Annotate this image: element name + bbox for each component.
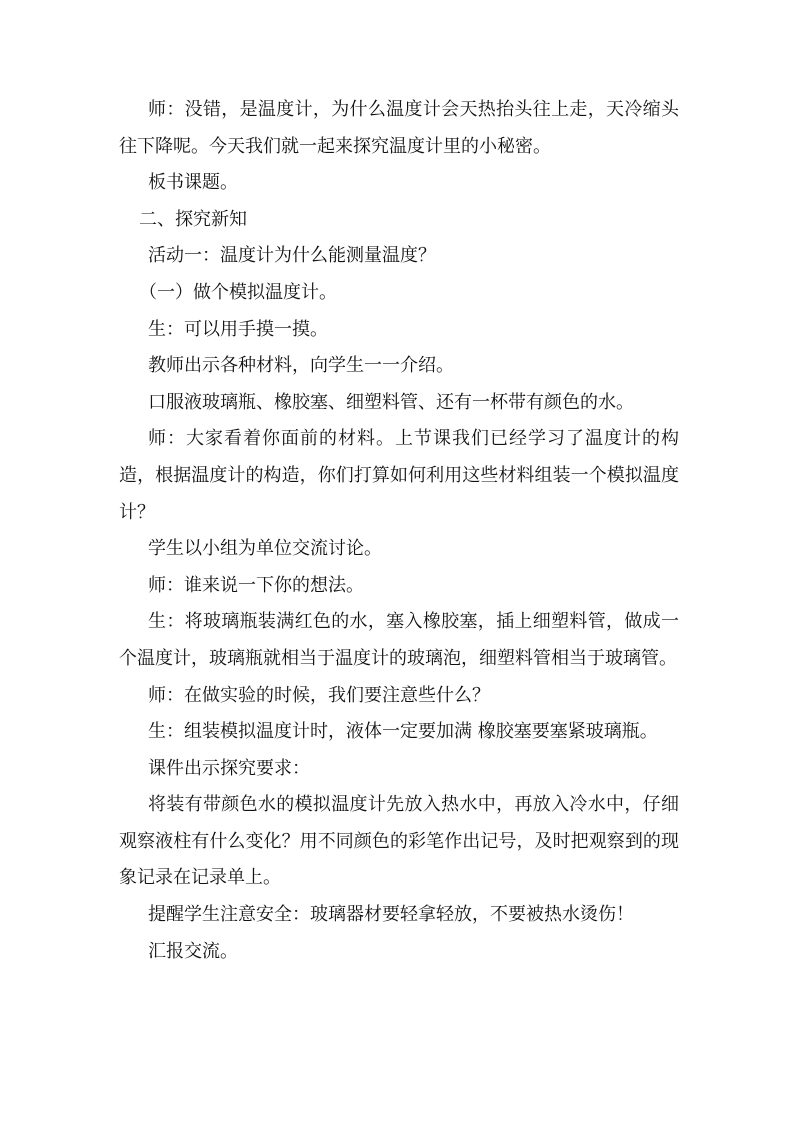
paragraph-report: 汇报交流。 [148,940,238,962]
paragraph-teacher-ask: 师：谁来说一下你的想法。 [148,574,364,596]
paragraph-teacher-caution: 师：在做实验的时候，我们要注意些什么？ [148,684,490,706]
paragraph-teacher-materials: 教师出示各种材料，向学生一一介绍。 [148,355,454,377]
subsection-heading: （一）做个模拟温度计。 [139,281,337,303]
paragraph-student-touch: 生：可以用手摸一摸。 [148,318,328,340]
section-heading-explore: 二、探究新知 [139,208,247,230]
paragraph-student-caution: 生：组装模拟温度计时，液体一定要加满 橡胶塞要塞紧玻璃瓶。 [148,721,658,743]
paragraph-experiment-steps: 将装有带颜色水的模拟温度计先放入热水中，再放入冷水中，仔细观察液柱有什么变化？用不同颜色的彩笔作出记号，及时把观察到的现象记录在记录单上。 [119,794,679,889]
paragraph-courseware-requirements: 课件出示探究要求： [148,757,310,779]
paragraph-teacher-intro: 师：没错，是温度计，为什么温度计会天热抬头往上走，天冷缩头往下降呢。今天我们就一起来探究温度计里的小秘密。 [119,99,679,157]
paragraph-group-discussion: 学生以小组为单位交流讨论。 [148,538,382,560]
paragraph-student-answer: 生：将玻璃瓶装满红色的水，塞入橡胶塞，插上细塑料管，做成一个温度计，玻璃瓶就相当于温度计的玻璃泡，细塑料管相当于玻璃管。 [119,611,679,669]
document-body [119,92,679,970]
activity-heading: 活动一：温度计为什么能测量温度？ [148,245,436,267]
paragraph-teacher-question: 师：大家看着你面前的材料。上节课我们已经学习了温度计的构造，根据温度计的构造，你们打算如何利用这些材料组装一个模拟温度计？ [119,428,679,523]
paragraph-materials-list: 口服液玻璃瓶、橡胶塞、细塑料管、还有一杯带有颜色的水。 [148,391,634,413]
paragraph-safety-reminder: 提醒学生注意安全：玻璃器材要轻拿轻放，不要被热水烫伤！ [148,904,634,926]
paragraph-board-title: 板书课题。 [148,172,238,194]
